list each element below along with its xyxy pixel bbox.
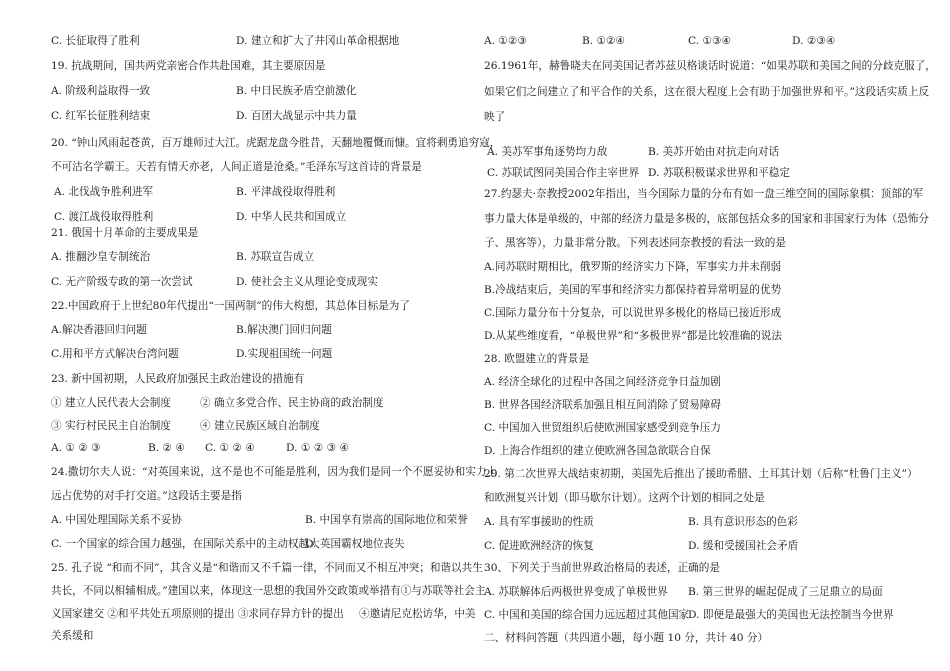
q23-statement-1: ① 建立人民代表大会制度 (51, 397, 171, 409)
q29-option-d: D. 缓和受援国社会矛盾 (688, 540, 799, 552)
q22-stem: 22.中国政府于上世纪80年代提出“一国两制”的伟大构想，其总体目标是为了 (51, 300, 410, 312)
q27-line2: 事力量大体是单级的，中部的经济力量是多极的，底部包括众多的国家和非国家行为体（恐怖分 (484, 213, 929, 225)
q20-option-d: D. 中华人民共和国成立 (236, 211, 347, 223)
q21-option-c: C. 无产阶级专政的第一次尝试 (51, 276, 193, 288)
q20-stem-line1: 20. “钟山风雨起苍黄，百万雄师过大江。虎踞龙盘今胜昔，天翻地覆慨而慷。宜将剩勇追穷寇， (51, 137, 501, 149)
q23-option-c: C. ① ② ④ (205, 442, 255, 454)
q28-stem: 28. 欧盟建立的背景是 (484, 353, 589, 365)
q19-option-a: A. 阶级利益取得一致 (51, 85, 151, 97)
q26-option-d: D. 苏联积极谋求世界和平稳定 (648, 167, 790, 179)
q20-option-c: C. 渡江战役取得胜利 (54, 211, 154, 223)
q24-option-b: B. 中国享有崇高的国际地位和荣誉 (305, 514, 468, 526)
q28-option-b: B. 世界各国经济联系加强且相互间消除了贸易障碍 (484, 399, 721, 411)
q20-stem-line2: 不可沽名学霸王。天若有情天亦老，人间正道是沧桑。”毛泽东写这首诗的背景是 (51, 161, 422, 173)
q23-option-a: A. ① ② ③ (51, 442, 101, 454)
q21-stem: 21. 俄国十月革命的主要成果是 (51, 227, 199, 239)
q20-option-b: B. 平津战役取得胜利 (236, 186, 336, 198)
q26-option-c: C. 苏联试图同美国合作主宰世界 (487, 167, 640, 179)
q27-line3: 子、黑客等），力量非常分散。下列表述同奈教授的看法一致的是 (484, 237, 786, 249)
q28-option-a: A. 经济全球化的过程中各国之间经济竞争日益加剧 (484, 376, 721, 388)
section-heading: 二、材料问答题（共四道小题，每小题 10 分，共计 40 分） (484, 632, 769, 644)
prev-option-b: B. ①②④ (582, 35, 626, 47)
prev-option-c: C. 长征取得了胜利 (51, 35, 140, 47)
q23-statement-2: ② 确立多党合作、民主协商的政治制度 (200, 397, 384, 409)
q23-statement-3: ③ 实行村民民主自治制度 (51, 420, 171, 432)
q20-option-a: A. 北伐战争胜利进军 (54, 186, 154, 198)
q30-option-a: A. 苏联解体后两极世界变成了单极世界 (484, 586, 668, 598)
q27-option-a: A.同苏联时期相比，俄罗斯的经济实力下降，军事实力并未削弱 (484, 261, 782, 273)
q22-option-d: D.实现祖国统一问题 (236, 348, 333, 360)
q19-option-c: C. 红军长征胜利结束 (51, 110, 151, 122)
q26-option-a: A. 美苏军事角逐势均力敌 (487, 146, 608, 158)
q27-line1: 27.约瑟夫·奈教授2002年指出，当今国际力量的分布有如一盘三维空间的国际象棋：顶部的军 (484, 188, 924, 200)
q24-option-c: C. 一个国家的综合国力越强，在国际关系中的主动权越大 (51, 538, 320, 550)
q25-line3-tail: ④邀请尼克松访华，中美 (359, 608, 476, 620)
q21-option-d: D. 使社会主义从理论变成现实 (236, 276, 378, 288)
q29-line2: 和欧洲复兴计划（即马歇尔计划）。这两个计划的相同之处是 (484, 492, 765, 504)
q30-option-c: C. 中国和美国的综合国力远远超过其他国家 (484, 609, 690, 621)
q19-stem: 19. 抗战期间，国共两党亲密合作共赴国难，其主要原因是 (51, 60, 326, 72)
q30-option-b: B. 第三世界的崛起促成了三足鼎立的局面 (688, 586, 883, 598)
q21-option-a: A. 推翻沙皇专制统治 (51, 251, 151, 263)
q25-line4: 关系缓和 (51, 630, 94, 642)
q26-line3: 映了 (484, 111, 506, 123)
q28-option-c: C. 中国加入世贸组织后使欧洲国家感受到竞争压力 (484, 422, 721, 434)
q27-option-b: B.冷战结束后，美国的军事和经济实力都保持着异常明显的优势 (484, 284, 782, 296)
q21-option-b: B. 苏联宣告成立 (236, 251, 315, 263)
q28-option-d: D. 上海合作组织的建立使欧洲各国急欲联合自保 (484, 445, 711, 457)
q25-line3: 义国家建交 ②和平共处五项原则的提出 ③求同存异方针的提出 (51, 608, 344, 620)
prev-option-a: A. ①②③ (484, 35, 527, 47)
q23-option-b: B. ② ④ (148, 442, 185, 454)
q24-stem-line1: 24.撒切尔夫人说：“对英国来说，这不是也不可能是胜利，因为我们是同一个不愿妥协和实力上 (51, 466, 498, 478)
q26-option-b: B. 美苏开始由对抗走向对话 (648, 146, 780, 158)
q23-option-d: D. ① ② ③ ④ (286, 442, 349, 454)
q29-option-a: A. 具有军事援助的性质 (484, 516, 594, 528)
q29-option-b: B. 具有意识形态的色彩 (688, 516, 798, 528)
q25-line1: 25. 孔子说 “和而不同”，其含义是“和谐而又不千篇一律，不同而又不相互冲突；和谐以共生 (51, 562, 483, 574)
q24-option-d: D. 英国霸权地位丧失 (305, 538, 405, 550)
q24-option-a: A. 中国处理国际关系不妥协 (51, 514, 182, 526)
q29-line1: 29. 第二次世界大战结束初期，美国先后推出了援助希腊、土耳其计划（后称“杜鲁门主义”） (484, 468, 918, 480)
q27-option-d: D.从某些维度看，“单极世界”和“多极世界”都是比较准确的说法 (484, 330, 782, 342)
q25-line2: 共长，不同以相辅相成。”建国以来，体现这一思想的我国外交政策或举措有①与苏联等社会主 (51, 585, 486, 597)
prev-option-d2: D. ②③④ (792, 35, 836, 47)
q27-option-c: C.国际力量分布十分复杂，可以说世界多极化的格局已接近形成 (484, 307, 782, 319)
q22-option-a: A.解决香港回归问题 (51, 324, 147, 336)
q19-option-d: D. 百团大战显示中共力量 (236, 110, 357, 122)
q23-statement-4: ④ 建立民族区域自治制度 (200, 420, 320, 432)
prev-option-d: D. 建立和扩大了井冈山革命根据地 (236, 35, 400, 47)
q30-option-d: D. 即便是最强大的美国也无法控制当今世界 (688, 609, 894, 621)
q26-line2: 如果它们之间建立了和平合作的关系，这在很大程度上会有助于加强世界和平。”这段话实质上反 (484, 86, 930, 98)
q23-stem: 23. 新中国初期，人民政府加强民主政治建设的措施有 (51, 373, 305, 385)
q19-option-b: B. 中日民族矛盾空前激化 (236, 85, 357, 97)
q22-option-c: C.用和平方式解决台湾问题 (51, 348, 179, 360)
q26-line1: 26.1961年，赫鲁晓夫在同美国记者苏兹贝格谈话时说道：“如果苏联和美国之间的分歧克服了， (484, 60, 936, 72)
prev-option-c2: C. ①③④ (688, 35, 731, 47)
q24-stem-line2: 远占优势的对手打交道。”这段话主要是指 (51, 490, 242, 502)
q29-option-c: C. 促进欧洲经济的恢复 (484, 540, 594, 552)
q30-stem: 30、下列关于当前世界政治格局的表述，正确的是 (484, 562, 720, 574)
q22-option-b: B.解决澳门回归问题 (236, 324, 332, 336)
